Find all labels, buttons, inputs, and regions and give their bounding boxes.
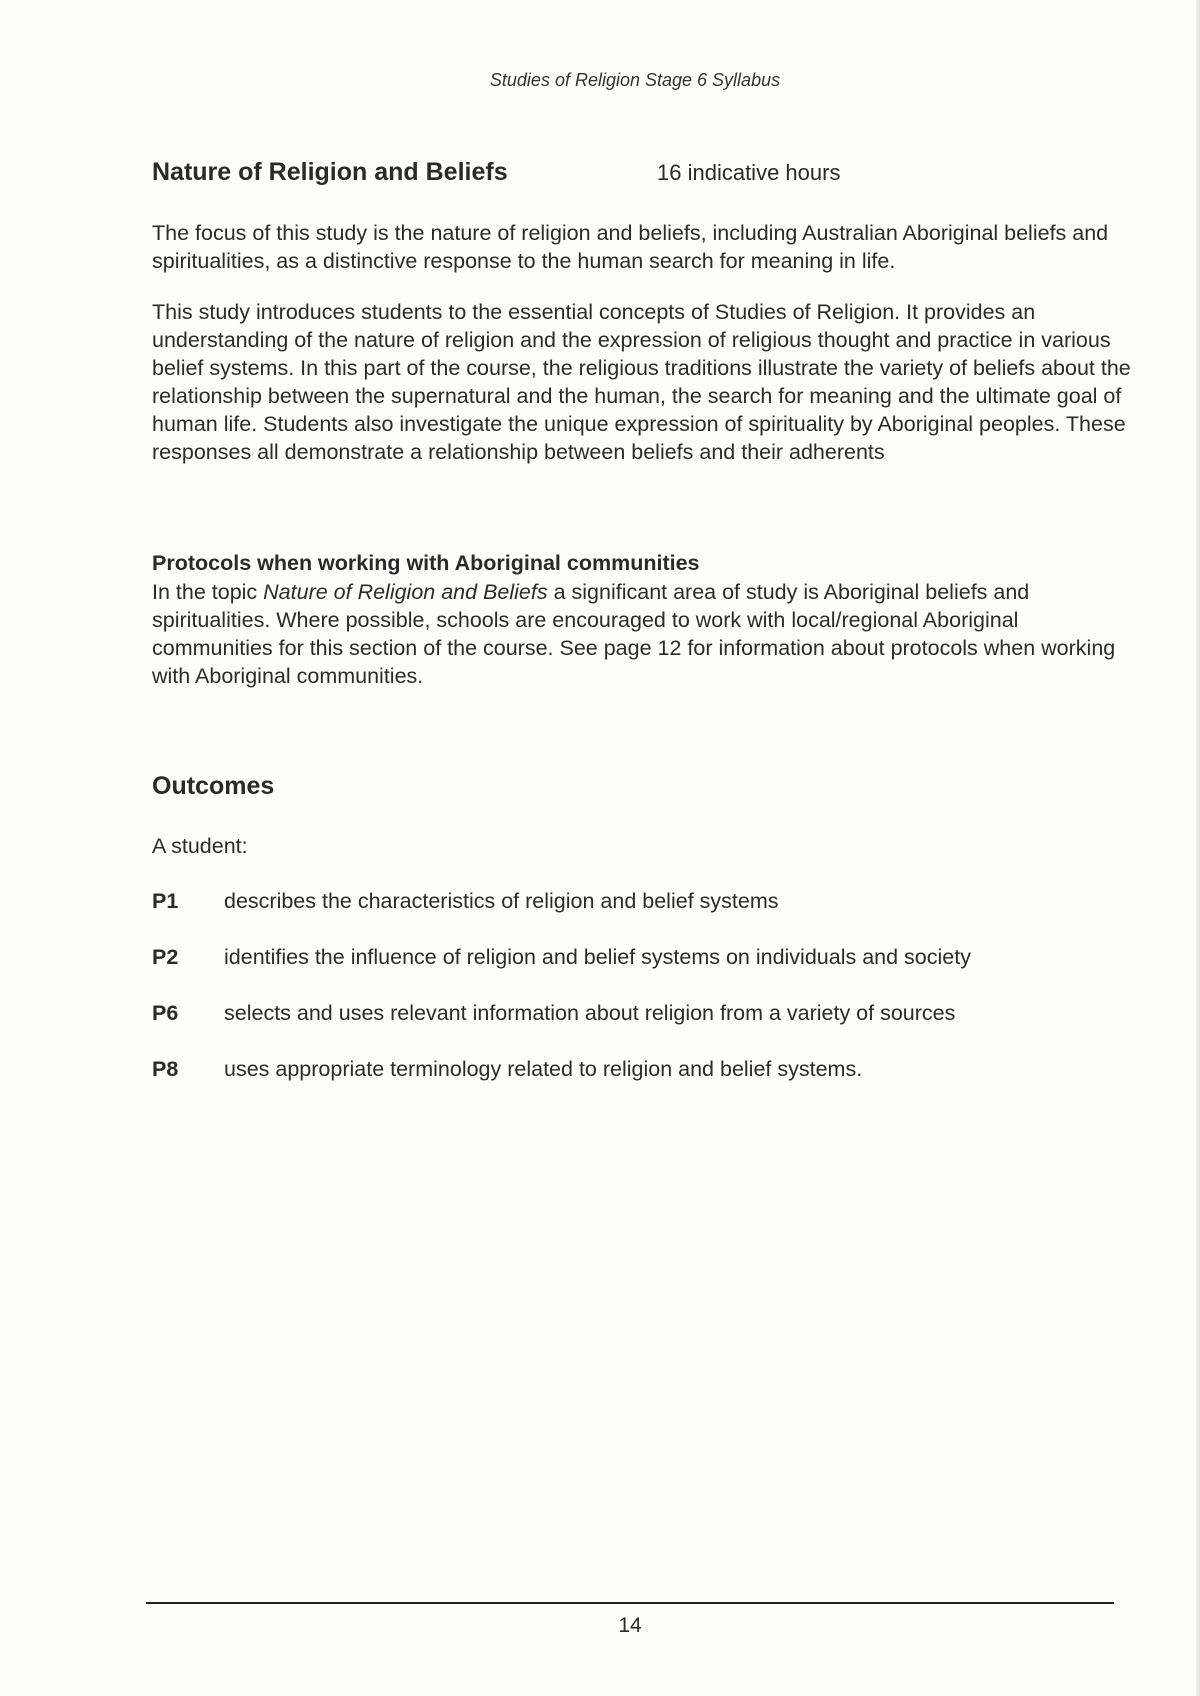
outcomes-heading: Outcomes bbox=[152, 772, 275, 800]
protocols-paragraph bbox=[152, 578, 1132, 690]
outcome-text: identifies the influence of religion and belief systems on individuals and society bbox=[224, 945, 971, 969]
indicative-hours: 16 indicative hours bbox=[657, 160, 841, 185]
outcome-text: selects and uses relevant information about religion from a variety of sources bbox=[224, 1001, 956, 1025]
intro-paragraph: This study introduces students to the essential concepts of Studies of Religion. It provides an understanding of the nature of religion and the expression of religious thought and practice in various belief systems. In this part of the course, the religious traditions illustrate the variety of beliefs about the relationship between the supernatural and the human, the search for meaning and the ultimate goal of human life. Students also investigate the unique expression of spirituality by Aboriginal peoples. These responses all demonstrate a relationship between beliefs and their adherents bbox=[152, 300, 1131, 464]
scan-edge-shadow bbox=[1196, 0, 1200, 1696]
section-title: Nature of Religion and Beliefs bbox=[152, 158, 508, 186]
running-header: Studies of Religion Stage 6 Syllabus bbox=[489, 70, 781, 90]
protocols-text-before: In the topic bbox=[152, 580, 264, 604]
outcome-item bbox=[152, 889, 971, 945]
focus-paragraph: The focus of this study is the nature of religion and beliefs, including Australian Aboriginal beliefs and spiritualities, as a distinctive response to the human search for meaning in life. bbox=[152, 221, 1109, 273]
page-number: 14 bbox=[618, 1614, 642, 1637]
outcome-item bbox=[152, 1057, 971, 1113]
outcome-code: P2 bbox=[152, 945, 179, 969]
outcome-text: uses appropriate terminology related to religion and belief systems. bbox=[224, 1057, 863, 1081]
footer-rule bbox=[146, 1602, 1114, 1604]
section-title-row bbox=[152, 158, 840, 187]
outcome-code: P6 bbox=[152, 1001, 179, 1025]
protocols-text-after: a significant area of study is Aboriginal beliefs and spiritualities. Where possible, schools are encouraged to work with local/regional Aboriginal communities for this section of the course. See page 12 for information about protocols when working with Aboriginal communities. bbox=[152, 580, 1116, 688]
protocols-topic-italic: Nature of Religion and Beliefs bbox=[263, 580, 548, 604]
outcome-item bbox=[152, 945, 971, 1001]
outcome-text: describes the characteristics of religion and belief systems bbox=[224, 889, 779, 913]
outcome-code: P1 bbox=[152, 889, 179, 913]
outcome-code: P8 bbox=[152, 1057, 179, 1081]
protocols-heading: Protocols when working with Aboriginal communities bbox=[152, 551, 700, 575]
outcomes-intro: A student: bbox=[152, 834, 248, 858]
outcome-item bbox=[152, 1001, 971, 1057]
outcomes-list bbox=[152, 889, 971, 1113]
